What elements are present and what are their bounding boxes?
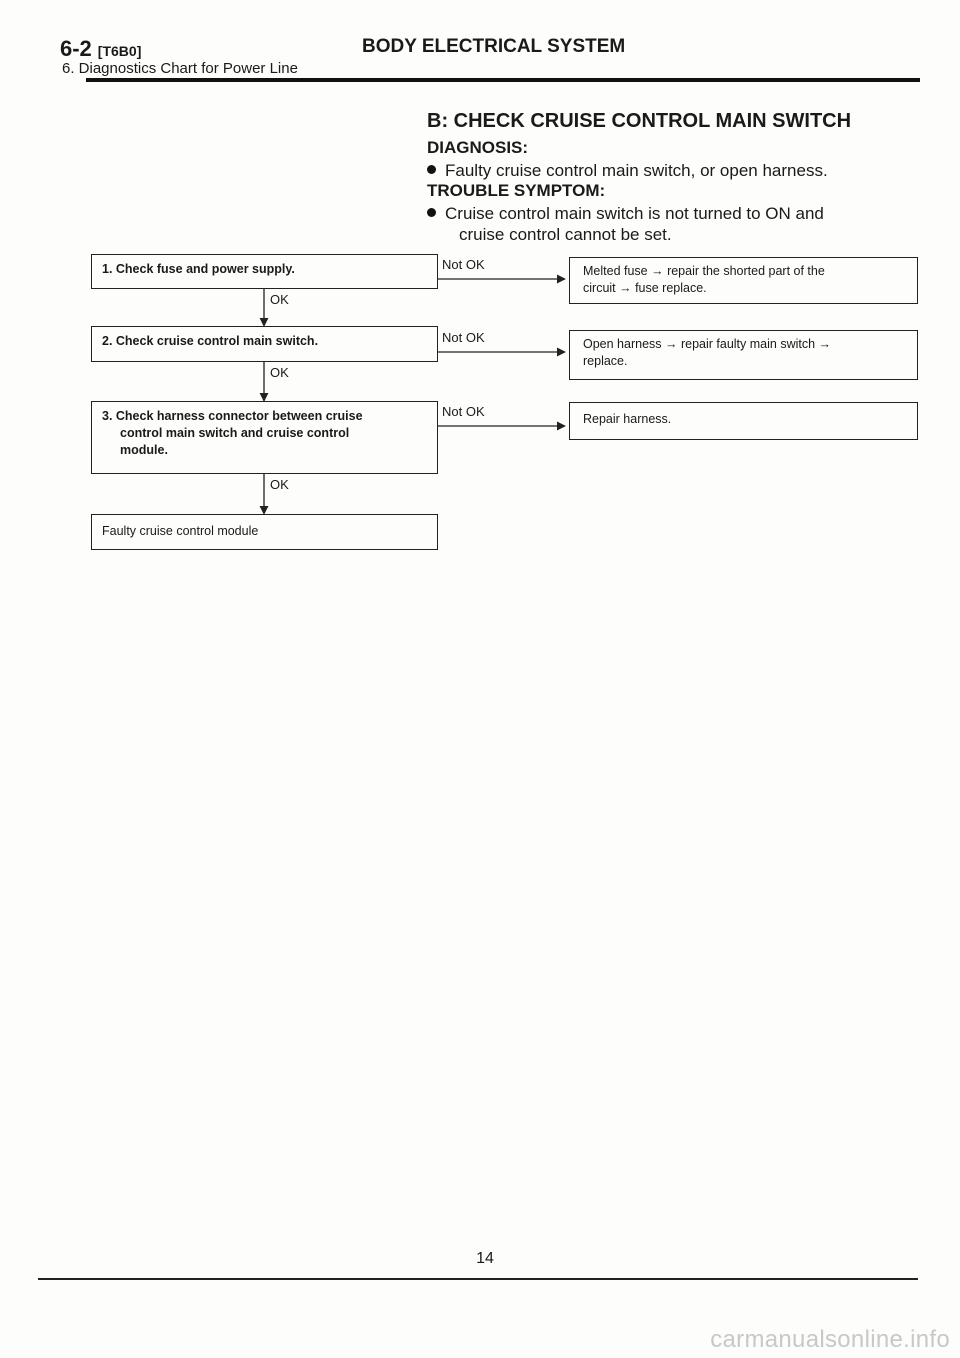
- symptom-text-line-2: cruise control cannot be set.: [459, 225, 672, 244]
- result-1-line-2: circuit → fuse replace.: [583, 281, 707, 295]
- result-1-line-1: Melted fuse → repair the shorted part of the: [583, 264, 825, 278]
- step-1-text: 1. Check fuse and power supply.: [102, 262, 295, 276]
- result-2-text: [570, 331, 917, 375]
- symptom-label: TROUBLE SYMPTOM:: [427, 181, 606, 200]
- diagnosis-text: Faulty cruise control main switch, or open harness.: [445, 161, 828, 180]
- step-3-line-3: module.: [120, 443, 168, 457]
- section-title: B: CHECK CRUISE CONTROL MAIN SWITCH: [427, 110, 852, 132]
- ok-label-1: OK: [270, 292, 289, 307]
- result-box-2: [569, 330, 918, 380]
- not-ok-label-2: Not OK: [442, 330, 485, 345]
- section-code-number: 6-2: [60, 36, 92, 61]
- step-3-line-1: 3. Check harness connector between cruise: [102, 409, 363, 423]
- final-result-box: [91, 514, 438, 550]
- result-3-text: Repair harness.: [583, 412, 672, 426]
- section-code-tag: [T6B0]: [97, 43, 142, 59]
- not-ok-label-3: Not OK: [442, 404, 485, 419]
- result-1-text: [570, 258, 917, 302]
- step-box-3: [91, 401, 438, 474]
- step-3-text: [92, 402, 437, 465]
- result-2-line-1: Open harness → repair faulty main switch →: [583, 337, 832, 351]
- result-box-3: [569, 402, 918, 440]
- symptom-text-line-1: Cruise control main switch is not turned to ON and: [445, 204, 824, 223]
- page-number: 14: [476, 1250, 494, 1267]
- step-3-line-2: control main switch and cruise control: [120, 426, 350, 440]
- page-subtitle: 6. Diagnostics Chart for Power Line: [62, 60, 298, 77]
- ok-label-2: OK: [270, 365, 289, 380]
- page-title: BODY ELECTRICAL SYSTEM: [362, 36, 626, 57]
- footer-rule: [38, 1278, 918, 1280]
- step-box-1: [91, 254, 438, 289]
- not-ok-label-1: Not OK: [442, 257, 485, 272]
- final-result-text: Faulty cruise control module: [102, 524, 259, 538]
- ok-label-3: OK: [270, 477, 289, 492]
- diagnosis-label: DIAGNOSIS:: [427, 138, 529, 157]
- step-box-2: [91, 326, 438, 362]
- result-2-line-2: replace.: [583, 354, 628, 368]
- step-2-text: 2. Check cruise control main switch.: [102, 334, 319, 348]
- watermark-site: carmanualsonline.info: [710, 1326, 950, 1353]
- result-box-1: [569, 257, 918, 304]
